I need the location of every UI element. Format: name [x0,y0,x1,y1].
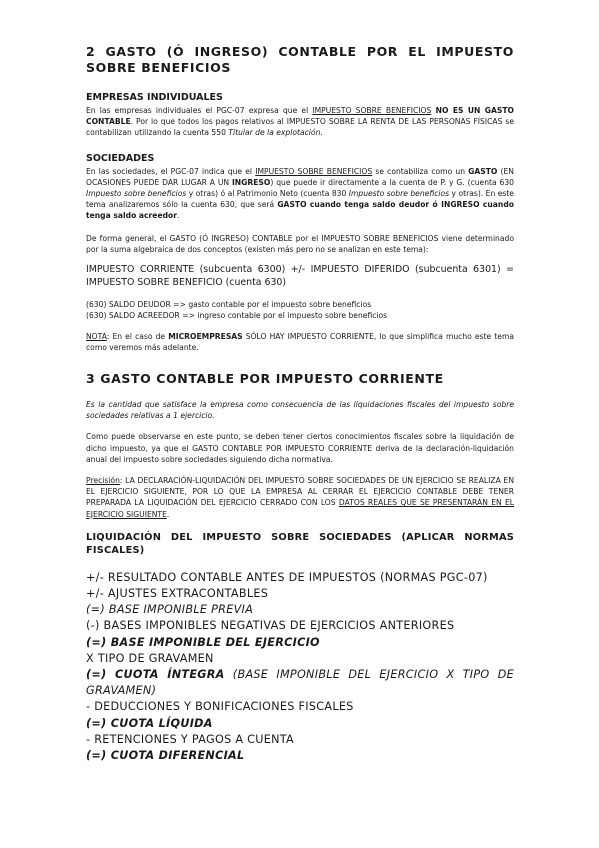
liquidacion-line-2: +/- AJUSTES EXTRACONTABLES [86,587,269,601]
nota-paragraph: NOTA: En el caso de MICROEMPRESAS SÓLO HAY IMPUESTO CORRIENTE, lo que simplifica mucho este tema como veremos más adelante. [86,331,514,352]
formula-line: IMPUESTO CORRIENTE (subcuenta 6300) +/- IMPUESTO DIFERIDO (subcuenta 6301) = IMPUESTO SOBRE BENEFICIO (cuenta 630) [86,264,514,288]
liquidacion-line-8: - DEDUCCIONES Y BONIFICACIONES FISCALES [86,700,354,714]
liquidacion-line-6: X TIPO DE GRAVAMEN [86,651,214,665]
liquidacion-line-4: (-) BASES IMPONIBLES NEGATIVAS DE EJERCICIOS ANTERIORES [86,619,455,633]
precision-paragraph: Precisión: LA DECLARACIÓN-LIQUIDACIÓN DEL IMPUESTO SOBRE SOCIEDADES DE UN EJERCICIO SE REALIZA EN EL EJERCICIO SIGUIENTE, POR LO QUE LA EMPRESA AL CERRAR EL EJERCICIO CONTABLE DEBE TENER PREPARADA LA LIQUIDACIÓN DEL EJERCICIO CERRADO CON LOS DATOS REALES QUE SE PRESENTARÁN EN EL EJERCICIO SIGUIENTE. [86,476,514,519]
general-paragraph: De forma general, el GASTO (Ó INGRESO) CONTABLE por el IMPUESTO SOBRE BENEFICIOS viene determinado por la suma algebraica de dos conceptos (existen más pero no se analizan en este tema): [86,233,514,254]
section-3-paragraph: Como puede observarse en este punto, se deben tener ciertos conocimientos fiscales sobre la liquidación de dicho impuesto, ya que el GASTO CONTABLE POR IMPUESTO CORRIENTE deriva de la declaración-liquidación anual del impuesto sobre sociedades siguiendo dicha normativa. [86,432,514,464]
page-content [86,44,514,764]
section-3-title: 3 GASTO CONTABLE POR IMPUESTO CORRIENTE [86,371,444,387]
liquidacion-line-5: (=) BASE IMPONIBLE DEL EJERCICIO [86,635,320,649]
liquidacion-line-9: (=) CUOTA LÍQUIDA [86,716,213,730]
liquidacion-line-10: - RETENCIONES Y PAGOS A CUENTA [86,732,294,746]
liquidacion-title: LIQUIDACIÓN DEL IMPUESTO SOBRE SOCIEDADES (APLICAR NORMAS FISCALES) [86,531,514,556]
saldo-deudor-line: (630) SALDO DEUDOR => gasto contable por el impuesto sobre beneficios [86,300,372,310]
liquidacion-line-3: (=) BASE IMPONIBLE PREVIA [86,603,254,617]
sociedades-paragraph: En las sociedades, el PGC-07 indica que el IMPUESTO SOBRE BENEFICIOS se contabiliza como un GASTO (EN OCASIONES PUEDE DAR LUGAR A UN INGRESO) que puede ir directamente a la cuenta de P. y G. (cuenta 630 Impuesto sobre beneficios y otras) ó al Patrimonio Neto (cuenta 830 Impuesto sobre beneficios y otras). En este tema analizaremos sólo la cuenta 630, que será GASTO cuando tenga saldo deudor ó INGRESO cuando tenga saldo acreedor. [86,166,514,221]
saldo-acreedor-line: (630) SALDO ACREEDOR => ingreso contable por el impuesto sobre beneficios [86,311,388,321]
liquidacion-line-11: (=) CUOTA DIFERENCIAL [86,749,245,763]
liquidacion-line-7: (=) CUOTA ÍNTEGRA (BASE IMPONIBLE DEL EJERCICIO X TIPO DE GRAVAMEN) [86,668,514,698]
empresas-paragraph: En las empresas individuales el PGC-07 expresa que el IMPUESTO SOBRE BENEFICIOS NO ES UN GASTO CONTABLE. Por lo que todos los pagos relativos al IMPUESTO SOBRE LA RENTA DE LAS PERSONAS FÍSICAS se contabilizan utilizando la cuenta 550 Titular de la explotación. [86,106,514,138]
section-2-title: 2 GASTO (Ó INGRESO) CONTABLE POR EL IMPUESTO SOBRE BENEFICIOS [86,44,514,75]
liquidacion-line-1: +/- RESULTADO CONTABLE ANTES DE IMPUESTOS (NORMAS PGC-07) [86,570,488,584]
liquidacion-list [86,570,514,764]
sociedades-heading: SOCIEDADES [86,152,155,164]
section-3-intro: Es la cantidad que satisface la empresa como consecuencia de las liquidaciones fiscales del impuesto sobre sociedades relativas a 1 ejercicio. [86,400,514,421]
empresas-heading: EMPRESAS INDIVIDUALES [86,92,223,103]
